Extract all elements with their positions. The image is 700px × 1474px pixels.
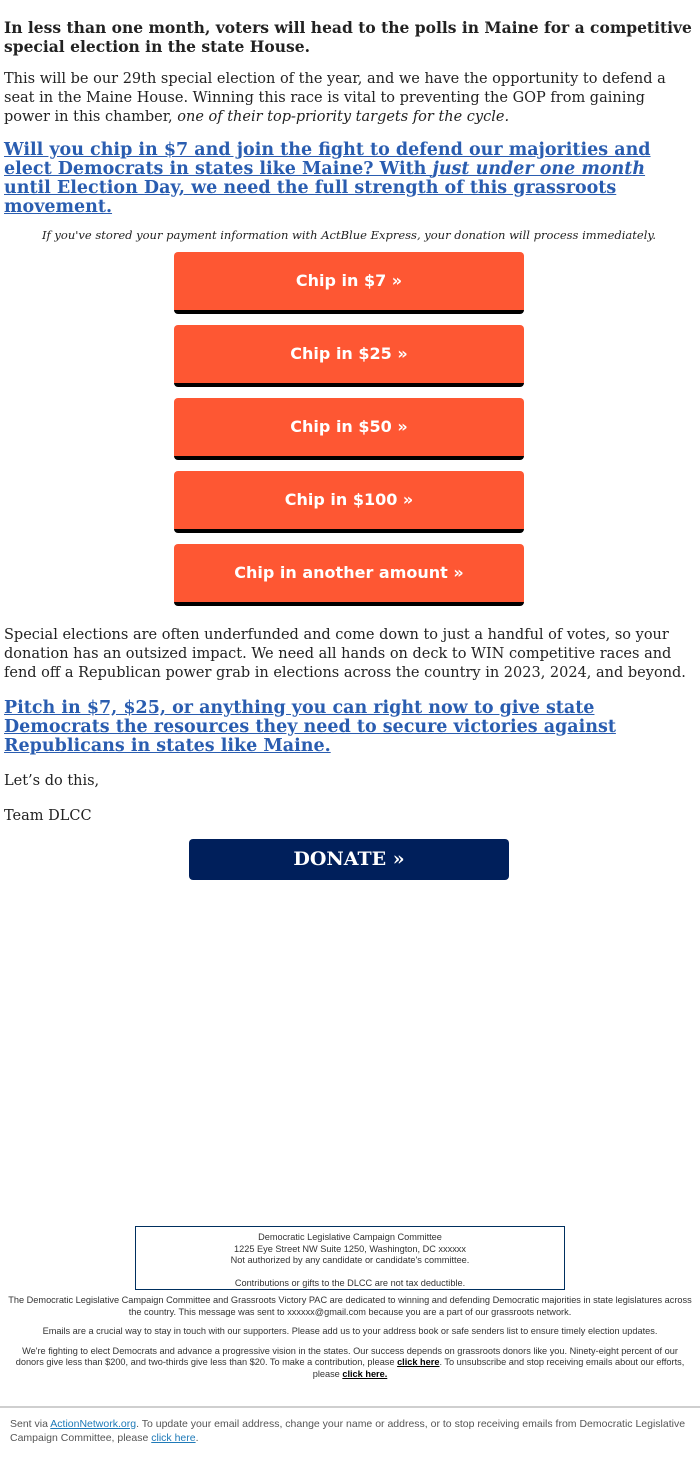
intro-text: This will be our 29th special election of the year, and we have the opportunity to defend a seat in the Maine House. Winning this race is vital to preventing the GOP from gaining power in this chamber, [4, 71, 666, 125]
headline: In less than one month, voters will head to the polls in Maine for a competitive special election in the state House. [4, 18, 692, 56]
sent-via-text [10, 1417, 690, 1445]
sent-via-prefix: Sent via [10, 1418, 51, 1430]
cta-link-chip-in[interactable] [4, 141, 694, 217]
chip-other-amount-button[interactable]: Chip in another amount » [174, 544, 524, 606]
chip-7-button[interactable]: Chip in $7 » [174, 252, 524, 314]
mission-note: The Democratic Legislative Campaign Committee and Grassroots Victory PAC are dedicated to winning and defending Democratic majorities in state legislatures across the country. This message was sent to xxxxxx@gmail.com because you are a part of our grassroots network. [8, 1295, 692, 1317]
sent-via-suffix: . [195, 1432, 199, 1444]
actionnetwork-link[interactable]: ActionNetwork.org [50, 1418, 137, 1430]
signoff: Let’s do this, [4, 773, 100, 789]
donate-button[interactable]: DONATE » [189, 839, 509, 880]
chip-buttons [4, 252, 694, 606]
emails-note: Emails are a crucial way to stay in touch with our supporters. Please add us to your address book or safe senders list to ensure timely election updates. [42, 1326, 658, 1336]
unsubscribe-link[interactable]: click here. [342, 1368, 388, 1379]
email-body [4, 0, 694, 880]
cta-link-text-1: Will you chip in $7 and join the fight to defend our majorities and elect Democrats in states like Maine? With [4, 140, 651, 179]
intro-italic: one of their top-priority targets for the cycle. [177, 109, 510, 125]
sent-via-bar [0, 1406, 700, 1445]
intro-paragraph [4, 70, 694, 127]
unsubscribe-text: . To unsubscribe and stop receiving emails about our efforts, please [312, 1357, 685, 1379]
signature: Team DLCC [4, 808, 92, 824]
chip-100-button[interactable]: Chip in $100 » [174, 471, 524, 533]
tax-note: Contributions or gifts to the DLCC are not tax deductible. [234, 1277, 466, 1288]
address-box [135, 1226, 565, 1290]
chip-25-button[interactable]: Chip in $25 » [174, 325, 524, 387]
fighting-note [8, 1346, 692, 1381]
cta-link-italic: just under one month [432, 159, 646, 179]
chip-50-button[interactable]: Chip in $50 » [174, 398, 524, 460]
actblue-express-note: If you've stored your payment information with ActBlue Express, your donation will process immediately. [41, 228, 657, 242]
not-authorized-note: Not authorized by any candidate or candidate's committee. [230, 1255, 470, 1265]
sent-via-middle: . To update your email address, change your name or address, or to stop receiving emails from Democratic Legislative Campaign Committee, please [10, 1418, 686, 1444]
org-name: Democratic Legislative Campaign Committee [258, 1232, 442, 1242]
update-preferences-link[interactable]: click here [151, 1432, 196, 1444]
fighting-text: We're fighting to elect Democrats and advance a progressive vision in the states. Our success depends on grassroots donors like you. Ninety-eight percent of our donors give less than $200, and two-thirds give less than $20. To make a contribution, please [15, 1345, 678, 1367]
org-address: 1225 Eye Street NW Suite 1250, Washington, DC xxxxxx [233, 1243, 466, 1254]
cta-link-pitch-in[interactable]: Pitch in $7, $25, or anything you can right now to give state Democrats the resources they need to secure victories against Republicans in states like Maine. [4, 698, 616, 756]
footer [0, 1226, 700, 1380]
contribute-link[interactable]: click here [397, 1357, 440, 1367]
cta-link-text-2: until Election Day, we need the full strength of this grassroots movement. [4, 178, 617, 217]
body-paragraph: Special elections are often underfunded and come down to just a handful of votes, so your donation has an outsized impact. We need all hands on deck to WIN competitive races and fend off a Republican power grab in elections across the country in 2023, 2024, and beyond. [4, 627, 686, 681]
